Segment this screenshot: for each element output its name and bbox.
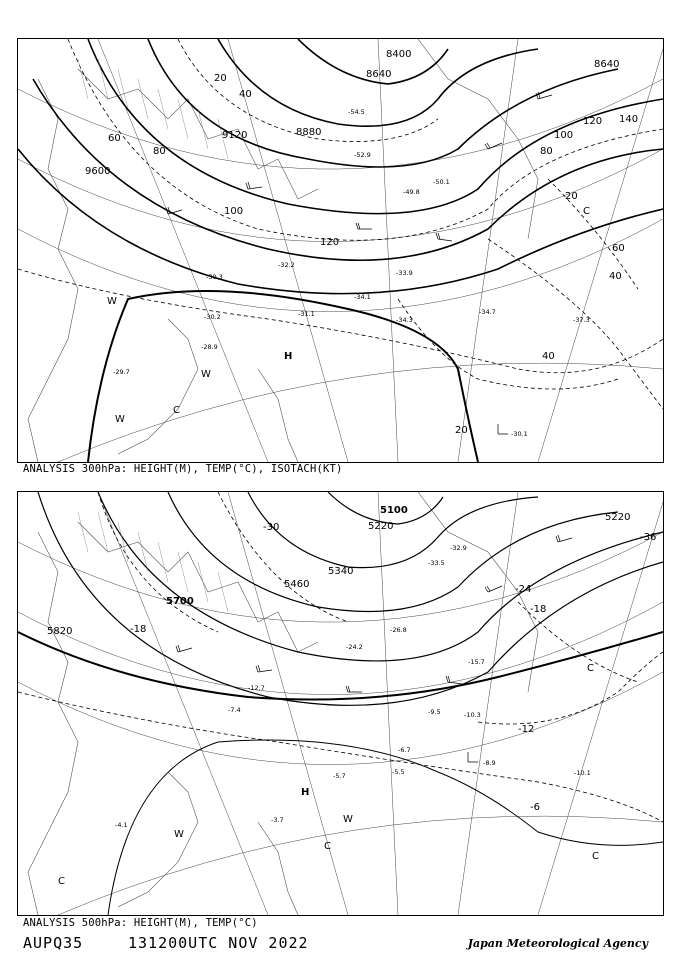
wind-barb (468, 752, 478, 762)
temperature-sample: -9.5 (428, 708, 441, 716)
temperature-contour (218, 492, 348, 622)
latitude-line (18, 602, 663, 695)
temperature-sample: -12.7 (248, 684, 265, 692)
isotach-label: 40 (239, 89, 252, 100)
isotach-label: 120 (583, 116, 603, 127)
isotach-contour (548, 179, 638, 289)
isotach-label: 140 (619, 114, 639, 125)
isotach-label: 100 (554, 130, 574, 141)
longitude-line (378, 39, 398, 462)
map-500hpa-svg (18, 492, 663, 915)
height-label: 9600 (85, 166, 111, 177)
wind-barb (485, 586, 502, 592)
height-label: 5340 (328, 566, 354, 577)
temperature-sample: -30.3 (206, 273, 223, 281)
wind-barb (346, 686, 362, 692)
wind-barb (498, 424, 508, 434)
height-label: 8640 (594, 59, 620, 70)
temperature-sample: -33.5 (428, 559, 445, 567)
temperature-sample: -30.2 (204, 313, 221, 321)
height-contour-bold (18, 632, 663, 700)
coastline-path (258, 822, 298, 915)
warm-center-label: W (115, 414, 125, 425)
temperature-sample: -24.2 (346, 643, 363, 651)
agency-name: Japan Meteorological Agency (467, 937, 648, 950)
coastline-path (258, 369, 298, 462)
temperature-sample: -37.3 (573, 316, 590, 324)
longitude-line (458, 39, 518, 462)
cold-center-label: C (324, 841, 331, 852)
wind-barb (436, 233, 452, 241)
height-label: 9120 (222, 130, 248, 141)
temperature-sample: -31.1 (298, 310, 315, 318)
isotach-label: 80 (153, 146, 166, 157)
cold-center-label: C (173, 405, 180, 416)
temperature-sample: -32.2 (278, 261, 295, 269)
height-contour (38, 492, 663, 705)
coastline (28, 39, 538, 462)
temperature-sample: -26.8 (390, 626, 407, 634)
wind-barb (356, 223, 372, 229)
temperature-contour (18, 692, 663, 822)
longitude-line (228, 39, 348, 462)
temperature-sample: -8.9 (483, 759, 496, 767)
height-label: 5820 (47, 626, 73, 637)
high-pressure-label: H (284, 351, 293, 362)
height-label: 8640 (366, 69, 392, 80)
cold-center-label: C (58, 876, 65, 887)
latitude-line (18, 532, 663, 622)
wind-barb (536, 92, 552, 99)
latitude-line (58, 363, 663, 462)
height-contour-bold (88, 291, 478, 462)
cold-center-label: C (587, 663, 594, 674)
temperature-sample: -54.5 (348, 108, 365, 116)
isotach-label: 20 (565, 191, 578, 202)
height-label: 5100 (380, 505, 408, 516)
grid-lines (18, 39, 663, 462)
temperature-sample: -33.9 (396, 269, 413, 277)
temperature-sample: -50.1 (433, 178, 450, 186)
temperature-sample: -34.3 (396, 316, 413, 324)
temperature-label: -24 (515, 584, 532, 595)
temperature-sample: -34.7 (479, 308, 496, 316)
temperature-label: -6 (530, 802, 540, 813)
map-300hpa-svg (18, 39, 663, 462)
temperature-sample: -34.1 (354, 293, 371, 301)
height-contours-lower (108, 740, 663, 915)
latitude-line (18, 672, 663, 765)
wind-barb (176, 645, 192, 652)
height-contour (98, 492, 663, 661)
cold-center-label: C (592, 851, 599, 862)
wind-barb (485, 143, 502, 149)
temperature-label: -12 (518, 724, 535, 735)
temperature-sample: -28.9 (201, 343, 218, 351)
height-label: 5460 (284, 579, 310, 590)
isotach-contour (18, 269, 663, 373)
isotach-label: 120 (320, 237, 340, 248)
coastline (28, 492, 538, 915)
temperature-sample: -32.9 (450, 544, 467, 552)
bulletin-code: AUPQ35 (23, 934, 84, 952)
height-contours (18, 39, 663, 294)
temperature-sample: -49.8 (403, 188, 420, 196)
isotach-label: 20 (214, 73, 227, 84)
isotach-label: 60 (612, 243, 625, 254)
temperature-contour (478, 652, 663, 724)
caption-500hpa: ANALYSIS 500hPa: HEIGHT(M), TEMP(°C) (23, 917, 258, 929)
map-panel-300hpa (17, 38, 664, 463)
temperature-sample: -4.1 (115, 821, 128, 829)
temperature-sample: -7.4 (228, 706, 241, 714)
caption-300hpa: ANALYSIS 300hPa: HEIGHT(M), TEMP(°C), ISOTACH(KT) (23, 463, 343, 475)
temperature-sample: -3.7 (271, 816, 284, 824)
jet-hatching (78, 59, 228, 159)
isotach-label: 80 (540, 146, 553, 157)
map-panel-500hpa (17, 491, 664, 916)
height-contour (18, 149, 663, 294)
warm-center-label: W (343, 814, 353, 825)
coastline-path (28, 79, 78, 462)
longitude-line (538, 502, 663, 915)
temperature-sample: -52.9 (354, 151, 371, 159)
coastline-path (78, 522, 318, 652)
longitude-line (538, 49, 663, 462)
coastline-path (418, 39, 538, 239)
height-label: 5700 (166, 596, 194, 607)
latitude-line (58, 816, 663, 915)
isotach-label: 40 (542, 351, 555, 362)
coastline-path (28, 532, 78, 915)
wind-barb (256, 665, 272, 672)
temperature-label: -36 (640, 532, 657, 543)
high-pressure-label: H (301, 787, 310, 798)
temperature-sample: -30.1 (511, 430, 528, 438)
height-contour (108, 740, 663, 915)
hatch-area (78, 512, 228, 612)
temperature-label: -18 (130, 624, 147, 635)
wind-barbs (176, 535, 572, 762)
temperature-sample: -5.7 (333, 772, 346, 780)
height-contours (38, 492, 663, 705)
wind-barb (246, 182, 262, 189)
temperature-sample: -5.5 (392, 768, 405, 776)
warm-center-label: W (201, 369, 211, 380)
hatch-area (78, 59, 228, 159)
wind-barb (556, 535, 572, 542)
warm-center-label: W (107, 296, 117, 307)
longitude-line (458, 492, 518, 915)
temperature-label: -18 (530, 604, 547, 615)
height-label: 8400 (386, 49, 412, 60)
isotach-contour (398, 299, 618, 389)
cold-center-label: C (583, 206, 590, 217)
isotach-label: 100 (224, 206, 244, 217)
height-label: 8880 (296, 127, 322, 138)
isotach-contours (18, 39, 663, 409)
temperature-sample: -10.3 (464, 711, 481, 719)
isotach-label: 40 (609, 271, 622, 282)
analysis-datetime: 131200UTC NOV 2022 (128, 934, 309, 952)
grid-lines (18, 492, 663, 915)
temperature-sample: -6.7 (398, 746, 411, 754)
isotach-label: 20 (455, 425, 468, 436)
isotach-label: 60 (108, 133, 121, 144)
height-label: 5220 (605, 512, 631, 523)
temperature-sample: -29.7 (113, 368, 130, 376)
height-label: 5220 (368, 521, 394, 532)
warm-center-label: W (174, 829, 184, 840)
temperature-sample: -15.7 (468, 658, 485, 666)
jet-hatching (78, 512, 228, 612)
isotach-contour (488, 239, 663, 409)
temperature-sample: -10.1 (574, 769, 591, 777)
temperature-label: -30 (263, 522, 280, 533)
